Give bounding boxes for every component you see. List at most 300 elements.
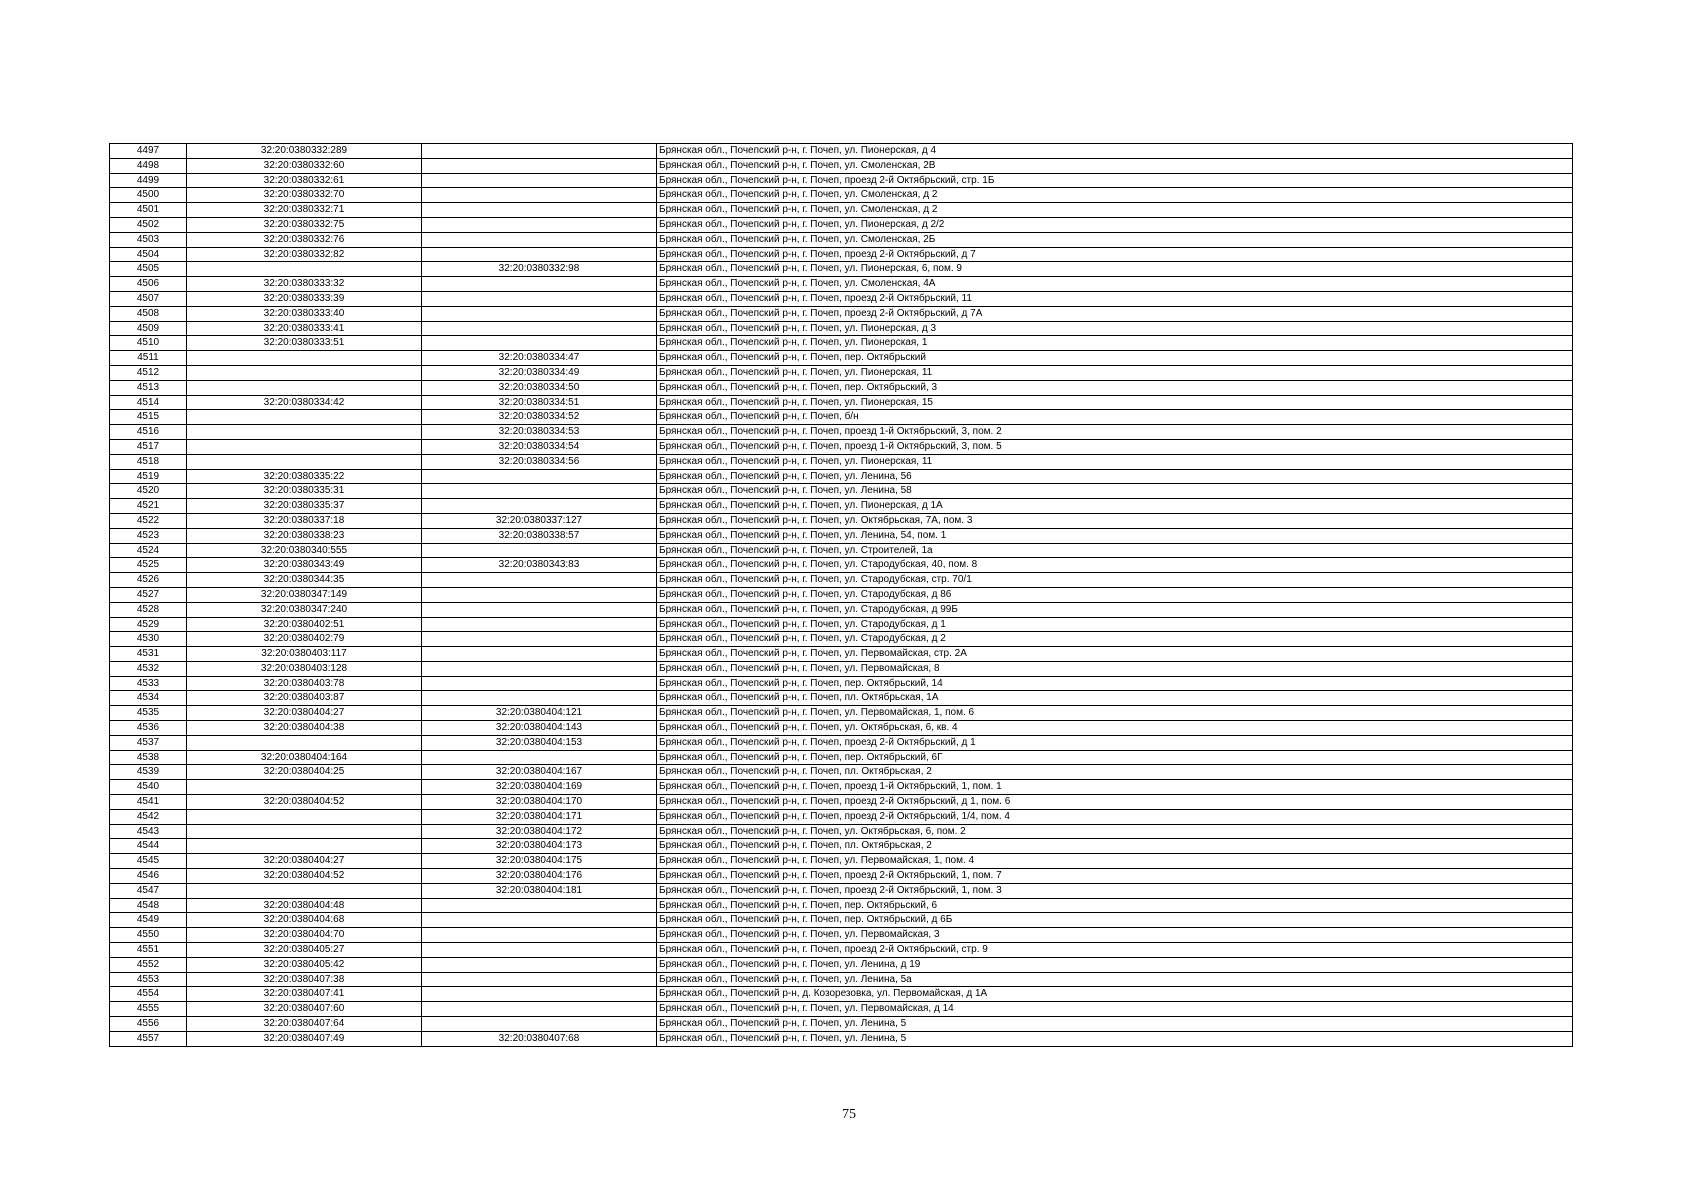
- cadastral-number-cell: 32:20:0380402:51: [187, 617, 422, 632]
- row-number-cell: 4499: [110, 173, 187, 188]
- table-row: [110, 602, 1573, 617]
- row-number-cell: 4525: [110, 558, 187, 573]
- row-number-cell: 4534: [110, 691, 187, 706]
- row-number-cell: 4505: [110, 262, 187, 277]
- table-row: [110, 735, 1573, 750]
- cadastral-number-cell: [187, 824, 422, 839]
- object-cadastral-number-cell: 32:20:0380404:121: [422, 706, 657, 721]
- cadastral-number-cell: 32:20:0380404:68: [187, 913, 422, 928]
- address-cell: Брянская обл., Почепский р-н, г. Почеп, пер. Октябрьский, д 6Б: [657, 913, 1573, 928]
- cadastral-number-cell: [187, 365, 422, 380]
- address-cell: Брянская обл., Почепский р-н, г. Почеп, ул. Строителей, 1а: [657, 543, 1573, 558]
- object-cadastral-number-cell: [422, 750, 657, 765]
- row-number-cell: 4555: [110, 1002, 187, 1017]
- cadastral-number-cell: [187, 454, 422, 469]
- cadastral-number-cell: [187, 883, 422, 898]
- object-cadastral-number-cell: [422, 647, 657, 662]
- cadastral-number-cell: [187, 262, 422, 277]
- object-cadastral-number-cell: 32:20:0380334:54: [422, 439, 657, 454]
- row-number-cell: 4513: [110, 380, 187, 395]
- address-cell: Брянская обл., Почепский р-н, г. Почеп, ул. Пионерская, д 2/2: [657, 217, 1573, 232]
- object-cadastral-number-cell: 32:20:0380337:127: [422, 513, 657, 528]
- table-row: [110, 750, 1573, 765]
- address-cell: Брянская обл., Почепский р-н, г. Почеп, ул. Ленина, 58: [657, 484, 1573, 499]
- object-cadastral-number-cell: 32:20:0380404:171: [422, 809, 657, 824]
- row-number-cell: 4529: [110, 617, 187, 632]
- address-cell: Брянская обл., Почепский р-н, г. Почеп, ул. Первомайская, 1, пом. 6: [657, 706, 1573, 721]
- object-cadastral-number-cell: 32:20:0380334:51: [422, 395, 657, 410]
- cadastral-number-cell: 32:20:0380403:87: [187, 691, 422, 706]
- table-row: [110, 277, 1573, 292]
- address-cell: Брянская обл., Почепский р-н, г. Почеп, проезд 2-й Октябрьский, д 1, пом. 6: [657, 795, 1573, 810]
- object-cadastral-number-cell: [422, 573, 657, 588]
- cadastral-number-cell: 32:20:0380403:117: [187, 647, 422, 662]
- object-cadastral-number-cell: [422, 469, 657, 484]
- object-cadastral-number-cell: [422, 158, 657, 173]
- row-number-cell: 4501: [110, 203, 187, 218]
- table-row: [110, 558, 1573, 573]
- row-number-cell: 4546: [110, 869, 187, 884]
- table-row: [110, 380, 1573, 395]
- object-cadastral-number-cell: 32:20:0380334:53: [422, 425, 657, 440]
- table-row: [110, 203, 1573, 218]
- object-cadastral-number-cell: [422, 144, 657, 159]
- table-row: [110, 1031, 1573, 1046]
- cadastral-number-cell: 32:20:0380405:27: [187, 943, 422, 958]
- cadastral-number-cell: [187, 439, 422, 454]
- table-row: [110, 573, 1573, 588]
- cadastral-number-cell: [187, 351, 422, 366]
- cadastral-number-cell: 32:20:0380404:25: [187, 765, 422, 780]
- cadastral-number-cell: [187, 425, 422, 440]
- address-cell: Брянская обл., Почепский р-н, г. Почеп, пер. Октябрьский, 6: [657, 898, 1573, 913]
- address-cell: Брянская обл., Почепский р-н, г. Почеп, ул. Ленина, 56: [657, 469, 1573, 484]
- table-row: [110, 1017, 1573, 1032]
- object-cadastral-number-cell: [422, 661, 657, 676]
- address-cell: Брянская обл., Почепский р-н, г. Почеп, ул. Стародубская, стр. 70/1: [657, 573, 1573, 588]
- cadastral-number-cell: 32:20:0380334:42: [187, 395, 422, 410]
- cadastral-number-cell: 32:20:0380407:64: [187, 1017, 422, 1032]
- cadastral-number-cell: 32:20:0380407:60: [187, 1002, 422, 1017]
- table-row: [110, 1002, 1573, 1017]
- row-number-cell: 4547: [110, 883, 187, 898]
- address-cell: Брянская обл., Почепский р-н, г. Почеп, ул. Пионерская, д 3: [657, 321, 1573, 336]
- row-number-cell: 4510: [110, 336, 187, 351]
- row-number-cell: 4556: [110, 1017, 187, 1032]
- cadastral-number-cell: 32:20:0380332:82: [187, 247, 422, 262]
- row-number-cell: 4522: [110, 513, 187, 528]
- address-cell: Брянская обл., Почепский р-н, г. Почеп, ул. Смоленская, д 2: [657, 203, 1573, 218]
- table-row: [110, 780, 1573, 795]
- row-number-cell: 4500: [110, 188, 187, 203]
- address-cell: Брянская обл., Почепский р-н, г. Почеп, ул. Октябрьская, 6, кв. 4: [657, 721, 1573, 736]
- cadastral-number-cell: 32:20:0380332:61: [187, 173, 422, 188]
- row-number-cell: 4519: [110, 469, 187, 484]
- row-number-cell: 4515: [110, 410, 187, 425]
- row-number-cell: 4548: [110, 898, 187, 913]
- object-cadastral-number-cell: 32:20:0380404:153: [422, 735, 657, 750]
- object-cadastral-number-cell: 32:20:0380404:176: [422, 869, 657, 884]
- cadastral-number-cell: 32:20:0380332:60: [187, 158, 422, 173]
- object-cadastral-number-cell: [422, 306, 657, 321]
- row-number-cell: 4523: [110, 528, 187, 543]
- address-cell: Брянская обл., Почепский р-н, г. Почеп, ул. Пионерская, 6, пом. 9: [657, 262, 1573, 277]
- row-number-cell: 4498: [110, 158, 187, 173]
- object-cadastral-number-cell: [422, 972, 657, 987]
- table-row: [110, 306, 1573, 321]
- row-number-cell: 4551: [110, 943, 187, 958]
- row-number-cell: 4528: [110, 602, 187, 617]
- object-cadastral-number-cell: [422, 217, 657, 232]
- address-cell: Брянская обл., Почепский р-н, г. Почеп, ул. Пионерская, 11: [657, 454, 1573, 469]
- object-cadastral-number-cell: [422, 232, 657, 247]
- row-number-cell: 4554: [110, 987, 187, 1002]
- object-cadastral-number-cell: 32:20:0380404:170: [422, 795, 657, 810]
- table-row: [110, 365, 1573, 380]
- row-number-cell: 4512: [110, 365, 187, 380]
- object-cadastral-number-cell: [422, 691, 657, 706]
- address-cell: Брянская обл., Почепский р-н, г. Почеп, пер. Октябрьский, 6Г: [657, 750, 1573, 765]
- address-cell: Брянская обл., Почепский р-н, г. Почеп, ул. Первомайская, 1, пом. 4: [657, 854, 1573, 869]
- cadastral-number-cell: 32:20:0380402:79: [187, 632, 422, 647]
- object-cadastral-number-cell: 32:20:0380343:83: [422, 558, 657, 573]
- table-row: [110, 262, 1573, 277]
- cadastral-number-cell: 32:20:0380335:37: [187, 499, 422, 514]
- object-cadastral-number-cell: 32:20:0380407:68: [422, 1031, 657, 1046]
- table-row: [110, 247, 1573, 262]
- address-cell: Брянская обл., Почепский р-н, г. Почеп, проезд 2-й Октябрьский, д 7: [657, 247, 1573, 262]
- address-cell: Брянская обл., Почепский р-н, г. Почеп, ул. Стародубская, д 86: [657, 587, 1573, 602]
- object-cadastral-number-cell: [422, 943, 657, 958]
- table-row: [110, 291, 1573, 306]
- table-row: [110, 454, 1573, 469]
- row-number-cell: 4527: [110, 587, 187, 602]
- cadastral-number-cell: 32:20:0380338:23: [187, 528, 422, 543]
- object-cadastral-number-cell: [422, 277, 657, 292]
- object-cadastral-number-cell: [422, 291, 657, 306]
- address-cell: Брянская обл., Почепский р-н, г. Почеп, пл. Октябрьская, 1А: [657, 691, 1573, 706]
- row-number-cell: 4538: [110, 750, 187, 765]
- address-cell: Брянская обл., Почепский р-н, г. Почеп, ул. Пионерская, д 4: [657, 144, 1573, 159]
- cadastral-number-cell: 32:20:0380333:51: [187, 336, 422, 351]
- object-cadastral-number-cell: [422, 336, 657, 351]
- row-number-cell: 4537: [110, 735, 187, 750]
- row-number-cell: 4503: [110, 232, 187, 247]
- object-cadastral-number-cell: 32:20:0380334:47: [422, 351, 657, 366]
- address-cell: Брянская обл., Почепский р-н, г. Почеп, ул. Ленина, д 19: [657, 957, 1573, 972]
- object-cadastral-number-cell: [422, 617, 657, 632]
- address-cell: Брянская обл., Почепский р-н, г. Почеп, пер. Октябрьский, 3: [657, 380, 1573, 395]
- address-cell: Брянская обл., Почепский р-н, г. Почеп, б/н: [657, 410, 1573, 425]
- table-row: [110, 528, 1573, 543]
- table-row: [110, 661, 1573, 676]
- table-row: [110, 839, 1573, 854]
- row-number-cell: 4532: [110, 661, 187, 676]
- cadastral-number-cell: 32:20:0380404:27: [187, 706, 422, 721]
- cadastral-number-cell: 32:20:0380404:48: [187, 898, 422, 913]
- cadastral-number-cell: 32:20:0380407:49: [187, 1031, 422, 1046]
- object-cadastral-number-cell: 32:20:0380404:181: [422, 883, 657, 898]
- cadastral-number-cell: 32:20:0380347:240: [187, 602, 422, 617]
- cadastral-number-cell: 32:20:0380404:164: [187, 750, 422, 765]
- address-cell: Брянская обл., Почепский р-н, г. Почеп, проезд 2-й Октябрьский, 1, пом. 7: [657, 869, 1573, 884]
- row-number-cell: 4518: [110, 454, 187, 469]
- table-row: [110, 158, 1573, 173]
- row-number-cell: 4550: [110, 928, 187, 943]
- row-number-cell: 4557: [110, 1031, 187, 1046]
- address-cell: Брянская обл., Почепский р-н, г. Почеп, ул. Смоленская, 2В: [657, 158, 1573, 173]
- object-cadastral-number-cell: 32:20:0380404:172: [422, 824, 657, 839]
- object-cadastral-number-cell: [422, 913, 657, 928]
- row-number-cell: 4536: [110, 721, 187, 736]
- row-number-cell: 4543: [110, 824, 187, 839]
- object-cadastral-number-cell: [422, 484, 657, 499]
- cadastral-number-cell: 32:20:0380343:49: [187, 558, 422, 573]
- address-cell: Брянская обл., Почепский р-н, г. Почеп, ул. Ленина, 5: [657, 1031, 1573, 1046]
- cadastral-number-cell: 32:20:0380403:78: [187, 676, 422, 691]
- object-cadastral-number-cell: [422, 587, 657, 602]
- table-row: [110, 321, 1573, 336]
- cadastral-number-cell: 32:20:0380335:22: [187, 469, 422, 484]
- row-number-cell: 4506: [110, 277, 187, 292]
- address-cell: Брянская обл., Почепский р-н, г. Почеп, проезд 1-й Октябрьский, 3, пом. 5: [657, 439, 1573, 454]
- address-cell: Брянская обл., Почепский р-н, г. Почеп, проезд 2-й Октябрьский, д 1: [657, 735, 1573, 750]
- cadastral-number-cell: 32:20:0380333:41: [187, 321, 422, 336]
- address-cell: Брянская обл., Почепский р-н, г. Почеп, ул. Первомайская, 3: [657, 928, 1573, 943]
- row-number-cell: 4541: [110, 795, 187, 810]
- object-cadastral-number-cell: [422, 499, 657, 514]
- row-number-cell: 4542: [110, 809, 187, 824]
- table-row: [110, 144, 1573, 159]
- row-number-cell: 4524: [110, 543, 187, 558]
- address-cell: Брянская обл., Почепский р-н, г. Почеп, проезд 2-й Октябрьский, 1, пом. 3: [657, 883, 1573, 898]
- object-cadastral-number-cell: [422, 203, 657, 218]
- table-row: [110, 425, 1573, 440]
- row-number-cell: 4539: [110, 765, 187, 780]
- address-cell: Брянская обл., Почепский р-н, г. Почеп, ул. Смоленская, д 2: [657, 188, 1573, 203]
- row-number-cell: 4540: [110, 780, 187, 795]
- address-cell: Брянская обл., Почепский р-н, г. Почеп, ул. Пионерская, д 1А: [657, 499, 1573, 514]
- table-row: [110, 617, 1573, 632]
- row-number-cell: 4497: [110, 144, 187, 159]
- table-row: [110, 824, 1573, 839]
- table-row: [110, 395, 1573, 410]
- table-row: [110, 351, 1573, 366]
- table-row: [110, 336, 1573, 351]
- address-cell: Брянская обл., Почепский р-н, г. Почеп, ул. Ленина, 5: [657, 1017, 1573, 1032]
- table-row: [110, 232, 1573, 247]
- cadastral-number-cell: 32:20:0380332:289: [187, 144, 422, 159]
- address-cell: Брянская обл., Почепский р-н, г. Почеп, ул. Смоленская, 2Б: [657, 232, 1573, 247]
- table-row: [110, 439, 1573, 454]
- table-row: [110, 543, 1573, 558]
- cadastral-number-cell: 32:20:0380332:71: [187, 203, 422, 218]
- address-cell: Брянская обл., Почепский р-н, г. Почеп, пл. Октябрьская, 2: [657, 765, 1573, 780]
- cadastral-number-cell: 32:20:0380404:70: [187, 928, 422, 943]
- cadastral-number-cell: [187, 839, 422, 854]
- cadastral-number-cell: 32:20:0380337:18: [187, 513, 422, 528]
- table-row: [110, 173, 1573, 188]
- registry-table: [109, 143, 1573, 1047]
- object-cadastral-number-cell: 32:20:0380404:167: [422, 765, 657, 780]
- address-cell: Брянская обл., Почепский р-н, г. Почеп, проезд 2-й Октябрьский, 1/4, пом. 4: [657, 809, 1573, 824]
- table-row: [110, 972, 1573, 987]
- table-row: [110, 795, 1573, 810]
- cadastral-number-cell: 32:20:0380333:32: [187, 277, 422, 292]
- table-row: [110, 869, 1573, 884]
- address-cell: Брянская обл., Почепский р-н, г. Почеп, проезд 1-й Октябрьский, 1, пом. 1: [657, 780, 1573, 795]
- page-number: 75: [842, 1107, 856, 1122]
- address-cell: Брянская обл., Почепский р-н, г. Почеп, пер. Октябрьский, 14: [657, 676, 1573, 691]
- cadastral-number-cell: 32:20:0380335:31: [187, 484, 422, 499]
- object-cadastral-number-cell: [422, 1002, 657, 1017]
- address-cell: Брянская обл., Почепский р-н, г. Почеп, ул. Смоленская, 4А: [657, 277, 1573, 292]
- cadastral-number-cell: 32:20:0380333:40: [187, 306, 422, 321]
- table-row: [110, 469, 1573, 484]
- table-row: [110, 898, 1573, 913]
- cadastral-number-cell: 32:20:0380407:38: [187, 972, 422, 987]
- object-cadastral-number-cell: [422, 898, 657, 913]
- cadastral-number-cell: 32:20:0380404:38: [187, 721, 422, 736]
- object-cadastral-number-cell: [422, 676, 657, 691]
- address-cell: Брянская обл., Почепский р-н, г. Почеп, ул. Стародубская, д 1: [657, 617, 1573, 632]
- row-number-cell: 4520: [110, 484, 187, 499]
- address-cell: Брянская обл., Почепский р-н, г. Почеп, проезд 2-й Октябрьский, 11: [657, 291, 1573, 306]
- cadastral-number-cell: 32:20:0380403:128: [187, 661, 422, 676]
- cadastral-number-cell: 32:20:0380333:39: [187, 291, 422, 306]
- table-row: [110, 410, 1573, 425]
- object-cadastral-number-cell: [422, 247, 657, 262]
- cadastral-number-cell: [187, 809, 422, 824]
- object-cadastral-number-cell: [422, 928, 657, 943]
- table-row: [110, 943, 1573, 958]
- address-cell: Брянская обл., Почепский р-н, г. Почеп, проезд 2-й Октябрьский, стр. 9: [657, 943, 1573, 958]
- address-cell: Брянская обл., Почепский р-н, г. Почеп, ул. Первомайская, стр. 2А: [657, 647, 1573, 662]
- cadastral-number-cell: 32:20:0380405:42: [187, 957, 422, 972]
- object-cadastral-number-cell: 32:20:0380334:56: [422, 454, 657, 469]
- row-number-cell: 4514: [110, 395, 187, 410]
- address-cell: Брянская обл., Почепский р-н, г. Почеп, пер. Октябрьский: [657, 351, 1573, 366]
- table-row: [110, 188, 1573, 203]
- address-cell: Брянская обл., Почепский р-н, г. Почеп, ул. Октябрьская, 6, пом. 2: [657, 824, 1573, 839]
- table-row: [110, 883, 1573, 898]
- object-cadastral-number-cell: [422, 957, 657, 972]
- table-row: [110, 217, 1573, 232]
- object-cadastral-number-cell: 32:20:0380404:175: [422, 854, 657, 869]
- address-cell: Брянская обл., Почепский р-н, г. Почеп, пл. Октябрьская, 2: [657, 839, 1573, 854]
- table-row: [110, 647, 1573, 662]
- row-number-cell: 4516: [110, 425, 187, 440]
- row-number-cell: 4533: [110, 676, 187, 691]
- object-cadastral-number-cell: 32:20:0380404:169: [422, 780, 657, 795]
- cadastral-number-cell: 32:20:0380404:27: [187, 854, 422, 869]
- address-cell: Брянская обл., Почепский р-н, г. Почеп, ул. Ленина, 5а: [657, 972, 1573, 987]
- cadastral-number-cell: 32:20:0380344:35: [187, 573, 422, 588]
- row-number-cell: 4544: [110, 839, 187, 854]
- address-cell: Брянская обл., Почепский р-н, г. Почеп, ул. Первомайская, д 14: [657, 1002, 1573, 1017]
- address-cell: Брянская обл., Почепский р-н, г. Почеп, ул. Стародубская, д 99Б: [657, 602, 1573, 617]
- cadastral-number-cell: [187, 735, 422, 750]
- row-number-cell: 4530: [110, 632, 187, 647]
- row-number-cell: 4502: [110, 217, 187, 232]
- address-cell: Брянская обл., Почепский р-н, г. Почеп, ул. Октябрьская, 7А, пом. 3: [657, 513, 1573, 528]
- table-row: [110, 987, 1573, 1002]
- object-cadastral-number-cell: [422, 543, 657, 558]
- address-cell: Брянская обл., Почепский р-н, г. Почеп, ул. Стародубская, 40, пом. 8: [657, 558, 1573, 573]
- cadastral-number-cell: 32:20:0380332:70: [187, 188, 422, 203]
- table-row: [110, 676, 1573, 691]
- object-cadastral-number-cell: 32:20:0380404:143: [422, 721, 657, 736]
- row-number-cell: 4531: [110, 647, 187, 662]
- row-number-cell: 4521: [110, 499, 187, 514]
- cadastral-number-cell: [187, 410, 422, 425]
- address-cell: Брянская обл., Почепский р-н, г. Почеп, ул. Пионерская, 15: [657, 395, 1573, 410]
- table-row: [110, 484, 1573, 499]
- row-number-cell: 4507: [110, 291, 187, 306]
- table-row: [110, 809, 1573, 824]
- object-cadastral-number-cell: 32:20:0380332:98: [422, 262, 657, 277]
- cadastral-number-cell: 32:20:0380340:555: [187, 543, 422, 558]
- address-cell: Брянская обл., Почепский р-н, г. Почеп, ул. Пионерская, 11: [657, 365, 1573, 380]
- table-row: [110, 854, 1573, 869]
- object-cadastral-number-cell: [422, 987, 657, 1002]
- row-number-cell: 4552: [110, 957, 187, 972]
- address-cell: Брянская обл., Почепский р-н, г. Почеп, ул. Стародубская, д 2: [657, 632, 1573, 647]
- address-cell: Брянская обл., Почепский р-н, г. Почеп, ул. Ленина, 54, пом. 1: [657, 528, 1573, 543]
- table-row: [110, 913, 1573, 928]
- row-number-cell: 4526: [110, 573, 187, 588]
- table-row: [110, 632, 1573, 647]
- row-number-cell: 4545: [110, 854, 187, 869]
- table-row: [110, 765, 1573, 780]
- object-cadastral-number-cell: [422, 173, 657, 188]
- cadastral-number-cell: [187, 380, 422, 395]
- table-row: [110, 721, 1573, 736]
- cadastral-number-cell: 32:20:0380347:149: [187, 587, 422, 602]
- row-number-cell: 4549: [110, 913, 187, 928]
- object-cadastral-number-cell: 32:20:0380334:50: [422, 380, 657, 395]
- row-number-cell: 4509: [110, 321, 187, 336]
- object-cadastral-number-cell: 32:20:0380334:52: [422, 410, 657, 425]
- row-number-cell: 4517: [110, 439, 187, 454]
- row-number-cell: 4508: [110, 306, 187, 321]
- table-row: [110, 928, 1573, 943]
- object-cadastral-number-cell: [422, 602, 657, 617]
- registry-table-body: [110, 144, 1573, 1047]
- object-cadastral-number-cell: [422, 632, 657, 647]
- address-cell: Брянская обл., Почепский р-н, г. Почеп, проезд 2-й Октябрьский, стр. 1Б: [657, 173, 1573, 188]
- row-number-cell: 4553: [110, 972, 187, 987]
- object-cadastral-number-cell: [422, 321, 657, 336]
- row-number-cell: 4511: [110, 351, 187, 366]
- table-row: [110, 499, 1573, 514]
- table-row: [110, 587, 1573, 602]
- cadastral-number-cell: [187, 780, 422, 795]
- row-number-cell: 4535: [110, 706, 187, 721]
- cadastral-number-cell: 32:20:0380404:52: [187, 795, 422, 810]
- address-cell: Брянская обл., Почепский р-н, г. Почеп, проезд 2-й Октябрьский, д 7А: [657, 306, 1573, 321]
- table-row: [110, 957, 1573, 972]
- address-cell: Брянская обл., Почепский р-н, г. Почеп, ул. Первомайская, 8: [657, 661, 1573, 676]
- cadastral-number-cell: 32:20:0380407:41: [187, 987, 422, 1002]
- cadastral-number-cell: 32:20:0380332:76: [187, 232, 422, 247]
- object-cadastral-number-cell: [422, 1017, 657, 1032]
- table-row: [110, 513, 1573, 528]
- address-cell: Брянская обл., Почепский р-н, г. Почеп, проезд 1-й Октябрьский, 3, пом. 2: [657, 425, 1573, 440]
- address-cell: Брянская обл., Почепский р-н, д. Козорезовка, ул. Первомайская, д 1А: [657, 987, 1573, 1002]
- cadastral-number-cell: 32:20:0380332:75: [187, 217, 422, 232]
- cadastral-number-cell: 32:20:0380404:52: [187, 869, 422, 884]
